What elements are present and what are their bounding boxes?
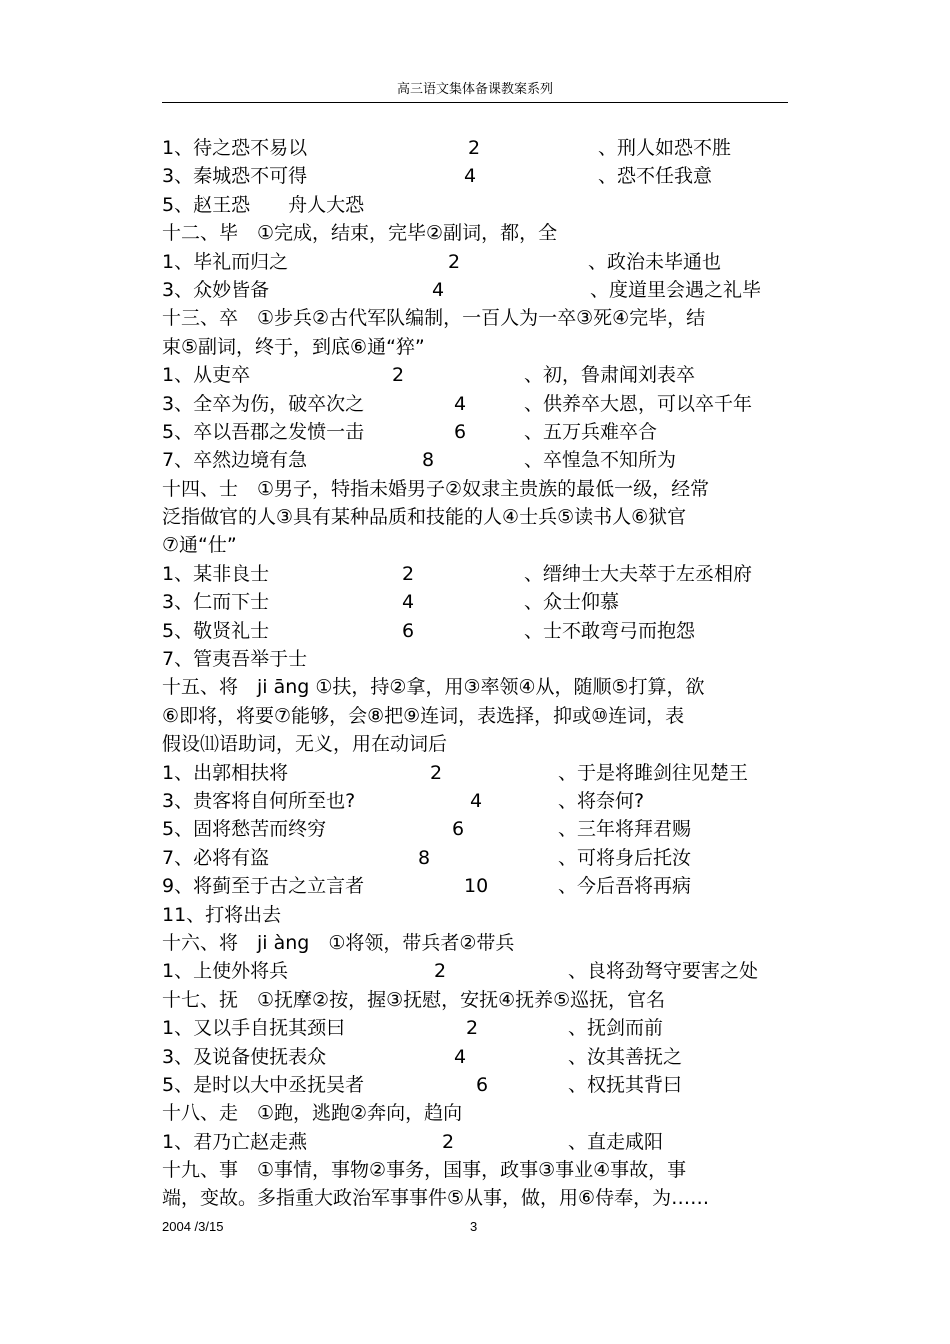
- example-text: 、众士仰慕: [524, 591, 620, 614]
- example-row: [162, 418, 802, 446]
- line-text: 1、出郭相扶将: [162, 761, 289, 784]
- example-number: 2: [466, 1017, 479, 1040]
- page-number: 3: [470, 1219, 478, 1234]
- text-line: [162, 929, 802, 957]
- line-text: ⑥即将，将要⑦能够，会⑧把⑨连词，表选择，抑或⑩连词，表: [162, 704, 685, 727]
- example-row: [162, 134, 802, 162]
- example-row: [162, 588, 802, 616]
- example-row: [162, 872, 802, 900]
- example-number: 4: [454, 1045, 467, 1068]
- text-line: [162, 191, 802, 219]
- example-number: 6: [476, 1073, 489, 1096]
- example-number: 2: [442, 1130, 455, 1153]
- line-text: 5、卒以吾郡之发愤一击: [162, 420, 365, 443]
- example-text: 、度道里会遇之礼毕: [590, 278, 762, 301]
- example-number: 4: [432, 278, 445, 301]
- example-row: [162, 957, 802, 985]
- example-text: 、三年将拜君赐: [558, 818, 692, 841]
- document-body: [162, 134, 802, 1213]
- text-line: [162, 673, 802, 701]
- example-number: 6: [402, 619, 415, 642]
- line-text: 十二、毕 ①完成，结束，完毕②副词，都，全: [162, 222, 558, 245]
- example-number: 2: [468, 137, 481, 159]
- line-text: 1、从吏卒: [162, 364, 251, 387]
- example-text: 、直走咸阳: [568, 1130, 664, 1153]
- text-line: [162, 503, 802, 531]
- line-text: 束⑤副词，终于，到底⑥通“猝”: [162, 335, 425, 358]
- example-number: 2: [402, 562, 415, 585]
- example-number: 8: [418, 846, 431, 869]
- text-line: [162, 1156, 802, 1184]
- running-header: 高三语文集体备课教案系列: [396, 82, 553, 97]
- example-number: 4: [454, 392, 467, 415]
- line-text: 5、赵王恐 舟人大恐: [162, 193, 365, 216]
- example-text: 、刑人如恐不胜: [598, 137, 732, 159]
- text-line: [162, 475, 802, 503]
- text-line: [162, 219, 802, 247]
- footer-date: 2004 /3/15: [162, 1219, 224, 1234]
- example-text: 、良将劲弩守要害之处: [568, 960, 759, 983]
- example-row: [162, 787, 802, 815]
- text-line: [162, 645, 802, 673]
- line-text: 3、贵客将自何所至也?: [162, 789, 356, 812]
- text-line: [162, 1184, 802, 1212]
- example-row: [162, 1043, 802, 1071]
- line-text: 7、管夷吾举于士: [162, 648, 308, 671]
- example-number: 10: [464, 875, 489, 898]
- example-text: 、权抚其背曰: [568, 1073, 683, 1096]
- example-number: 8: [422, 449, 435, 472]
- example-row: [162, 248, 802, 276]
- line-text: 9、将蓟至于古之立言者: [162, 875, 365, 898]
- example-number: 6: [454, 420, 467, 443]
- example-text: 、政治未毕通也: [588, 250, 722, 273]
- line-text: 十五、将 ji āng ①扶，持②拿，用③率领④从，随顺⑤打算，欲: [162, 676, 705, 699]
- example-number: 4: [402, 591, 415, 614]
- line-text: 5、固将愁苦而终穷: [162, 818, 327, 841]
- example-text: 、抚剑而前: [568, 1017, 664, 1040]
- line-text: 1、又以手自抚其颈曰: [162, 1017, 346, 1040]
- example-row: [162, 361, 802, 389]
- line-text: 7、卒然边境有急: [162, 449, 308, 472]
- example-text: 、缙绅士大夫萃于左丞相府: [524, 562, 753, 585]
- example-row: [162, 617, 802, 645]
- example-row: [162, 390, 802, 418]
- example-number: 2: [434, 960, 447, 983]
- example-row: [162, 844, 802, 872]
- line-text: 1、毕礼而归之: [162, 250, 289, 273]
- text-line: [162, 702, 802, 730]
- line-text: 3、仁而下士: [162, 591, 270, 614]
- line-text: 7、必将有盗: [162, 846, 270, 869]
- example-text: 、将奈何?: [558, 789, 645, 812]
- line-text: 十七、抚 ①抚摩②按，握③抚慰，安抚④抚养⑤巡抚，官名: [162, 988, 666, 1011]
- text-line: [162, 1099, 802, 1127]
- example-text: 、五万兵难卒合: [524, 420, 658, 443]
- line-text: 3、及说备使抚表众: [162, 1045, 327, 1068]
- example-text: 、可将身后托汝: [558, 846, 692, 869]
- example-number: 6: [452, 818, 465, 841]
- example-row: [162, 446, 802, 474]
- example-number: 2: [430, 761, 443, 784]
- example-row: [162, 1128, 802, 1156]
- text-line: [162, 304, 802, 332]
- example-row: [162, 1071, 802, 1099]
- line-text: 3、众妙皆备: [162, 278, 270, 301]
- text-line: [162, 333, 802, 361]
- example-number: 4: [470, 789, 483, 812]
- example-number: 4: [464, 165, 477, 188]
- line-text: 端，变故。多指重大政治军事事件⑤从事，做，用⑥侍奉，为……: [162, 1187, 710, 1210]
- line-text: 十九、事 ①事情，事物②事务，国事，政事③事业④事故，事: [162, 1159, 687, 1182]
- line-text: 泛指做官的人③具有某种品质和技能的人④士兵⑤读书人⑥狱官: [162, 506, 687, 529]
- example-row: [162, 276, 802, 304]
- example-row: [162, 1014, 802, 1042]
- example-number: 2: [448, 250, 461, 273]
- line-text: 十六、将 ji àng ①将领，带兵者②带兵: [162, 931, 515, 954]
- line-text: 1、待之恐不易以: [162, 137, 308, 159]
- example-text: 、于是将雎剑往见楚王: [558, 761, 749, 784]
- example-text: 、初，鲁肃闻刘表卒: [524, 364, 696, 387]
- example-text: 、士不敢弯弓而抱怨: [524, 619, 696, 642]
- example-row: [162, 815, 802, 843]
- line-text: 假设⑾语助词，无义，用在动词后: [162, 733, 448, 756]
- example-text: 、卒惶急不知所为: [524, 449, 677, 472]
- example-number: 2: [392, 364, 405, 387]
- example-text: 、供养卒大恩，可以卒千年: [524, 392, 753, 415]
- line-text: 5、敬贤礼士: [162, 619, 270, 642]
- example-text: 、恐不任我意: [598, 165, 713, 188]
- line-text: 3、秦城恐不可得: [162, 165, 308, 188]
- text-line: [162, 730, 802, 758]
- line-text: 5、是时以大中丞抚吴者: [162, 1073, 365, 1096]
- text-line: [162, 531, 802, 559]
- example-text: 、汝其善抚之: [568, 1045, 683, 1068]
- line-text: 十三、卒 ①步兵②古代军队编制，一百人为一卒③死④完毕，结: [162, 307, 706, 330]
- example-row: [162, 162, 802, 190]
- line-text: 1、君乃亡赵走燕: [162, 1130, 308, 1153]
- header-divider: [162, 102, 788, 103]
- line-text: 十四、士 ①男子，特指未婚男子②奴隶主贵族的最低一级，经常: [162, 477, 710, 500]
- text-line: [162, 986, 802, 1014]
- line-text: 1、某非良士: [162, 562, 270, 585]
- line-text: ⑦通“仕”: [162, 534, 237, 557]
- example-text: 、今后吾将再病: [558, 875, 692, 898]
- example-row: [162, 560, 802, 588]
- line-text: 3、全卒为伤，破卒次之: [162, 392, 365, 415]
- text-line: [162, 901, 802, 929]
- line-text: 1、上使外将兵: [162, 960, 289, 983]
- example-row: [162, 759, 802, 787]
- line-text: 十八、走 ①跑，逃跑②奔向，趋向: [162, 1102, 463, 1125]
- line-text: 11、打将出去: [162, 903, 282, 926]
